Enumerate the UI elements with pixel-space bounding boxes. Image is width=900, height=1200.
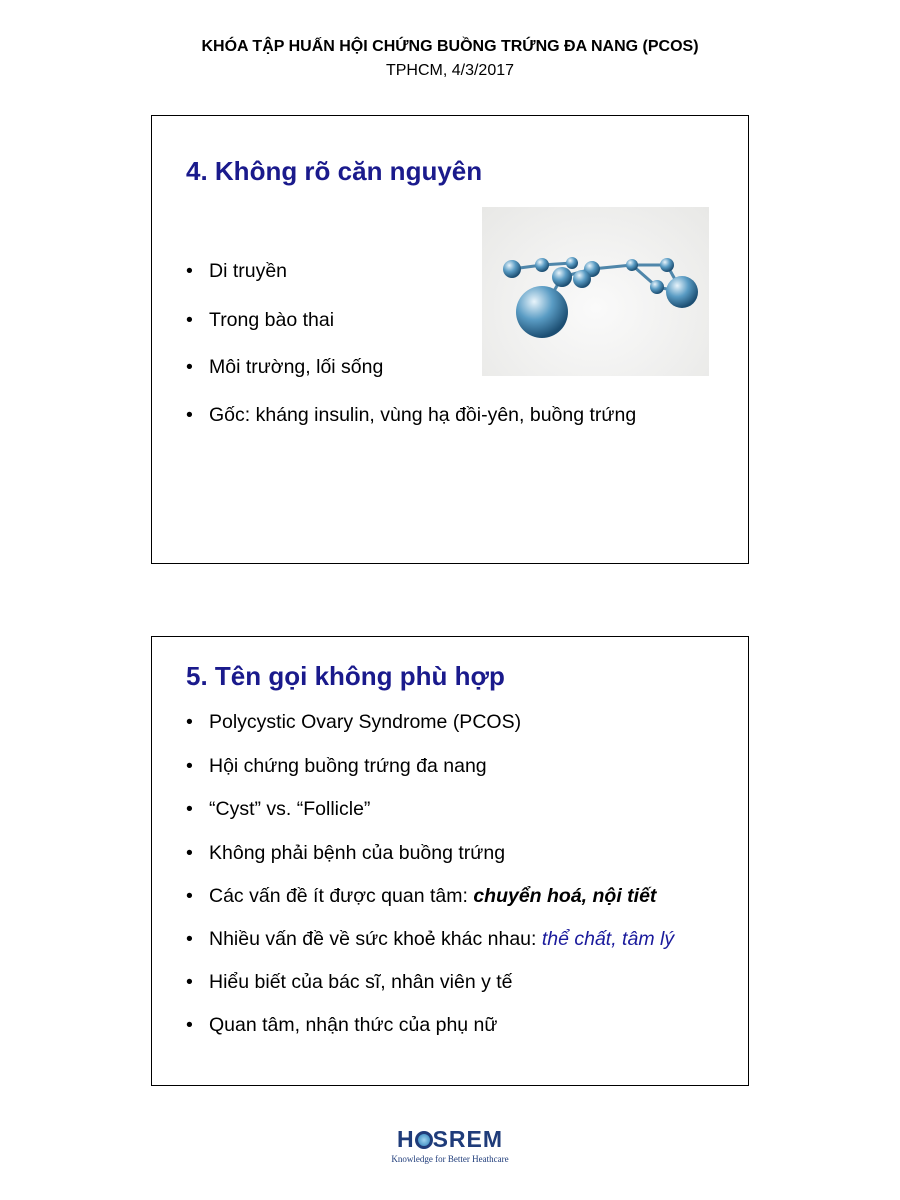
bullet-text: Gốc: kháng insulin, vùng hạ đồi-yên, buồng trứng — [209, 404, 637, 426]
bullet-text: Polycystic Ovary Syndrome (PCOS) — [209, 711, 522, 733]
bullet-text: Hội chứng buồng trứng đa nang — [209, 755, 487, 777]
bullet-text: Không phải bệnh của buồng trứng — [209, 842, 506, 864]
bullet-item — [186, 755, 487, 778]
bullet-icon: • — [186, 928, 193, 950]
bullet-icon: • — [186, 798, 193, 820]
globe-icon — [415, 1131, 433, 1149]
bullet-icon: • — [186, 260, 193, 282]
bullet-item — [186, 798, 370, 821]
bullet-item — [186, 885, 656, 908]
bullet-item — [186, 1014, 497, 1037]
bullet-icon: • — [186, 842, 193, 864]
bullet-item — [186, 711, 521, 734]
bullet-text: Môi trường, lối sống — [209, 356, 384, 378]
bullet-text: Quan tâm, nhận thức của phụ nữ — [209, 1014, 498, 1036]
bullet-item — [186, 842, 505, 865]
bullet-emphasis: chuyển hoá, nội tiết — [473, 885, 657, 907]
bullet-icon: • — [186, 711, 193, 733]
bullet-item — [186, 260, 287, 283]
logo-text: H — [396, 1126, 415, 1152]
bullet-icon: • — [186, 755, 193, 777]
logo-tagline: Knowledge for Better Heathcare — [391, 1154, 509, 1164]
bullet-text: Hiểu biết của bác sĩ, nhân viên y tế — [209, 971, 513, 993]
bullet-item — [186, 971, 513, 994]
document-header-title: KHÓA TẬP HUẤN HỘI CHỨNG BUỒNG TRỨNG ĐA NANG (PCOS) — [201, 38, 699, 55]
bullet-item — [186, 309, 334, 332]
slide-5 — [151, 636, 749, 1086]
bullet-item — [186, 404, 636, 427]
bullet-text: “Cyst” vs. “Follicle” — [209, 798, 371, 820]
bullet-item — [186, 928, 674, 951]
document-header-subtitle: TPHCM, 4/3/2017 — [385, 62, 515, 79]
slide-4 — [151, 115, 749, 564]
bullet-text: Trong bào thai — [209, 309, 335, 331]
bullet-item — [186, 356, 383, 379]
bullet-icon: • — [186, 971, 193, 993]
bullet-emphasis: thể chất, tâm lý — [541, 928, 675, 950]
bullet-icon: • — [186, 1014, 193, 1036]
bullet-icon: • — [186, 356, 193, 378]
bullet-text: Nhiều vấn đề về sức khoẻ khác nhau: — [209, 928, 542, 950]
bullet-text: Các vấn đề ít được quan tâm: — [209, 885, 474, 907]
bullet-icon: • — [186, 309, 193, 331]
slide-title: 4. Không rõ căn nguyên — [186, 156, 483, 186]
hosrem-logo — [380, 1126, 520, 1164]
bullet-text: Di truyền — [209, 260, 288, 282]
slide-title: 5. Tên gọi không phù hợp — [186, 661, 505, 691]
bullet-icon: • — [186, 885, 193, 907]
logo-text: SREM — [432, 1126, 504, 1152]
bullet-icon: • — [186, 404, 193, 426]
molecule-image — [482, 207, 709, 376]
